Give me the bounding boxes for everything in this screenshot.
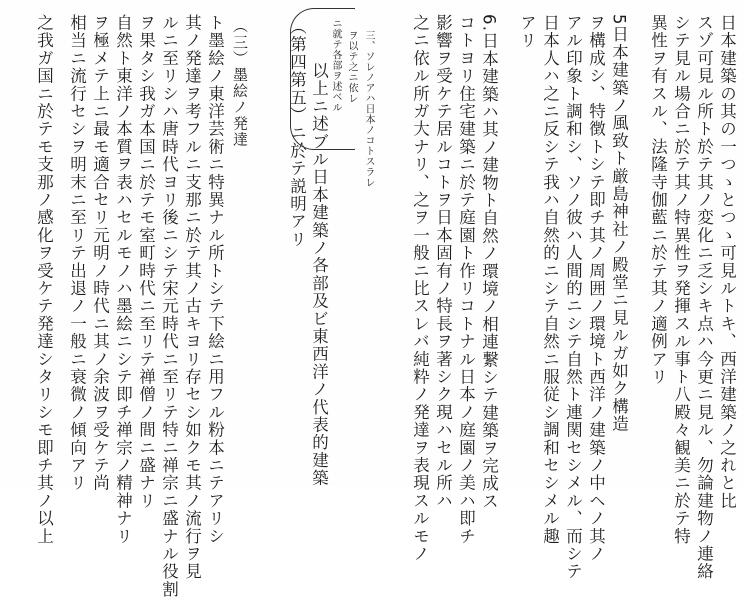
text-column: ヲ果タシ我ガ本国ニ於テモ室町時代ニ至リテ禅僧ノ間ニ盛ナリ xyxy=(136,14,156,510)
text-column: スゾ可見ル所ト於テ其ノ変化ニ乏シキ点ハ今更ニ見ル、勿論建物ノ連絡 xyxy=(694,14,714,581)
text-column: 異性ヲ有スル、法隆寺伽藍ニ於テ其ノ適例アリ xyxy=(648,14,668,386)
text-column: シテ見ル場合ニ於テ其ノ特異性ヲ発揮スル事ト八殿々観美ニ於テ特 xyxy=(671,14,691,545)
text-column: アル印象ト調和シ、ソノ彼ハ人間的ニシテ自然ト連関セシメル、而シテ xyxy=(563,14,583,581)
text-column: 自然ト東洋ノ本質ヲ表ハセルモノハ墨絵ニシテ即チ禅宗ノ精神ナリ xyxy=(113,14,133,545)
text-column: 日本建築の其の一つゝとつゝ可見ルトキ、西洋建築ノ之れと比 xyxy=(717,14,737,510)
section-heading: （三）墨絵ノ発達 xyxy=(231,18,249,148)
text-column: 6.日本建築ハ其ノ建物ト自然ノ環境ノ相連繋シテ建築ヲ完成ス xyxy=(479,14,499,511)
text-column: アリ xyxy=(517,14,537,50)
text-column: 之我ガ国ニ於テモ支那ノ感化ヲ受ケテ発達シタリシモ即チ其ノ以上 xyxy=(34,14,54,545)
text-column: 以上ニ述ブル日本建築ノ各部及ビ東西洋ノ代表的建築 xyxy=(309,62,329,487)
margin-note: ニ就テ各部ヲ述ベル xyxy=(330,18,341,113)
text-column: （第四第五）ニ於テ説明アリ xyxy=(287,18,307,249)
text-column: 影響ヲ受ケテ居ルコトヲ日本固有ノ特長ヲ著シク現ハセル所ハ xyxy=(433,14,453,510)
margin-note: ヲ以テ之ニ依レ xyxy=(346,30,357,104)
text-column: ヲ極メテ上ニ最モ適合セリ元明ノ時代ニ其ノ余波ヲ受ケテ尚 xyxy=(90,14,110,492)
bracket-mark xyxy=(290,8,355,150)
margin-note: 三、ソレノアハ日本ノコトスラレ xyxy=(363,30,374,188)
text-column: ト墨絵ノ東洋芸術ニ特異ナル所トシテ下絵ニ用フル粉本ニテアリシ xyxy=(205,14,225,545)
text-column: ヲ構成シ、特徴トシテ即チ其ノ周囲ノ環境ト西洋ノ建築ノ中ヘノ其ノ xyxy=(586,14,606,563)
text-column: ルニ至リシハ唐時代ヨリ後ニシテ宋元時代ニ至リテ特ニ禅宗ニ盛ナル役割 xyxy=(159,14,179,598)
text-column: 之ニ依ル所ガ大ナリ、之ヲ一般ニ比スレバ純粋ノ発達ヲ表現スルモノ xyxy=(410,14,430,563)
text-column: 日本人ハ之ニ反シテ我ハ自然的ニシテ自然ニ服従シ調和セシメル趣 xyxy=(540,14,560,545)
text-column: 其ノ発達ヲ考フルニ支那ニ於テ其ノ古キヨリ存セシ如クモ其ノ流行ヲ見 xyxy=(182,14,202,581)
text-column: コトヨリ住宅建築ニ於テ庭園ト作リコトナル日本ノ庭園ノ美ハ即チ xyxy=(456,14,476,545)
text-column: 相当ニ流行セシヲ明末ニ至リテ出退ノ一般ニ衰微ノ傾向アリ xyxy=(67,14,87,492)
text-column: 5日本建築ノ風致ト厳島神社ノ殿堂ニ見ルガ如ク構造 xyxy=(609,14,629,433)
